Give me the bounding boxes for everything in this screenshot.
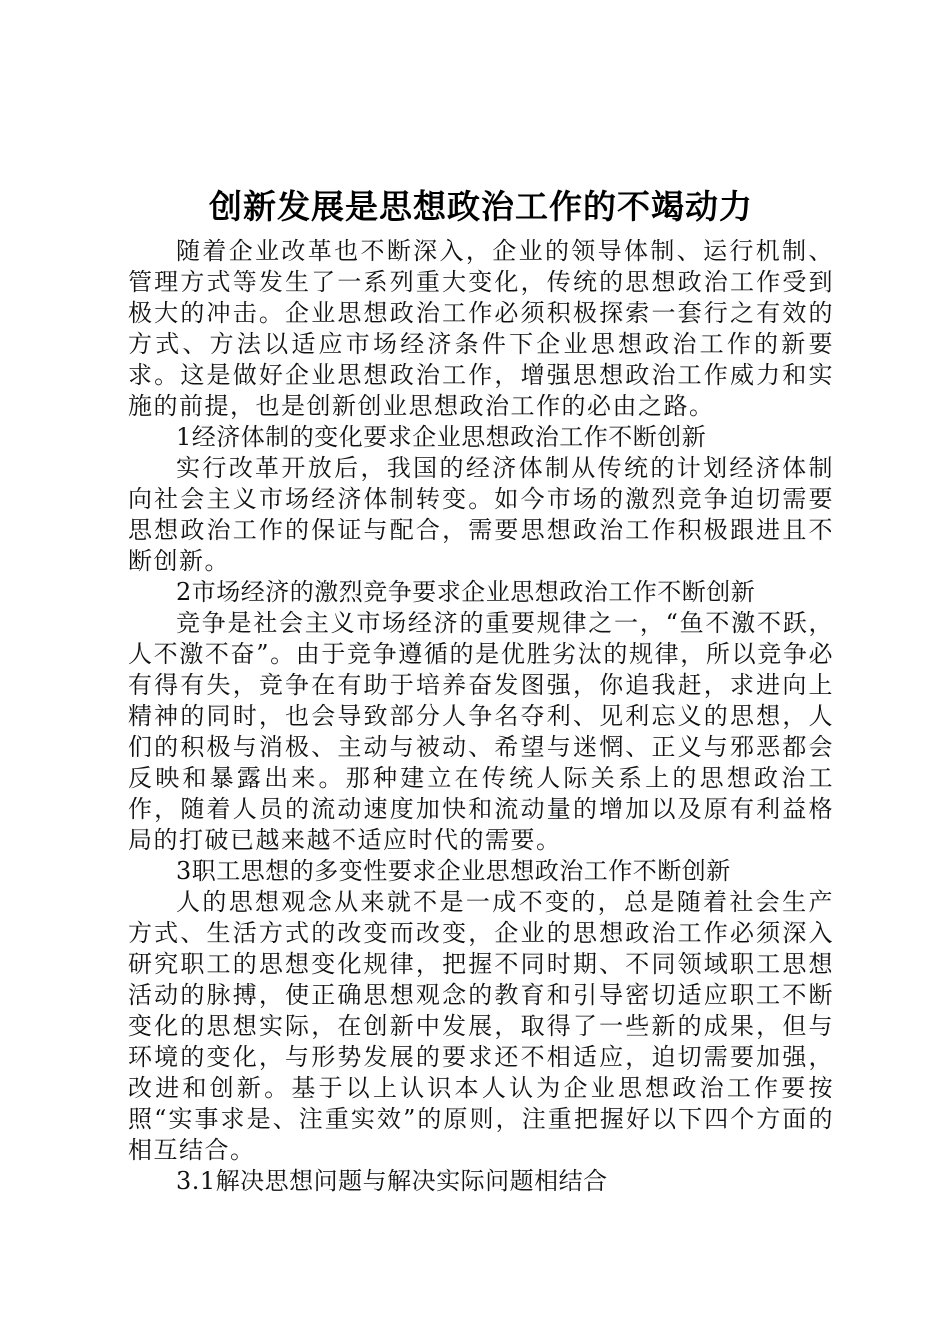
section-heading-1: 1经济体制的变化要求企业思想政治工作不断创新	[176, 423, 707, 451]
paragraph-section-2: 竞争是社会主义市场经济的重要规律之一，“鱼不激不跃，人不激不奋”。由于竞争遵循的是优胜劣汰的规律，所以竞争必有得有失，竞争在有助于培养奋发图强，你追我赶，求进向上精神的同时，也会导致部分人争名夺利、见利忘义的思想，人们的积极与消极、主动与被动、希望与迷惘、正义与邪恶都会反映和暴露出来。那种建立在传统人际关系上的思想政治工作，随着人员的流动速度加快和流动量的增加以及原有利益格局的打破已越来越不适应时代的需要。	[128, 609, 834, 854]
paragraph-section-1: 实行改革开放后，我国的经济体制从传统的计划经济体制向社会主义市场经济体制转变。如今市场的激烈竞争迫切需要思想政治工作的保证与配合，需要思想政治工作积极跟进且不断创新。	[128, 454, 834, 575]
document-page	[128, 182, 834, 1197]
paragraph-intro: 随着企业改革也不断深入，企业的领导体制、运行机制、管理方式等发生了一系列重大变化，传统的思想政治工作受到极大的冲击。企业思想政治工作必须积极探索一套行之有效的方式、方法以适应市场经济条件下企业思想政治工作的新要求。这是做好企业思想政治工作，增强思想政治工作威力和实施的前提，也是创新创业思想政治工作的必由之路。	[128, 237, 834, 420]
document-title: 创新发展是思想政治工作的不竭动力	[209, 187, 753, 226]
subsection-heading-3-1: 3.1解决思想问题与解决实际问题相结合	[176, 1167, 608, 1195]
section-heading-2: 2市场经济的激烈竞争要求企业思想政治工作不断创新	[176, 578, 756, 606]
section-heading-3: 3职工思想的多变性要求企业思想政治工作不断创新	[176, 857, 731, 885]
paragraph-section-3: 人的思想观念从来就不是一成不变的，总是随着社会生产方式、生活方式的改变而改变，企业的思想政治工作必须深入研究职工的思想变化规律，把握不同时期、不同领域职工思想活动的脉搏，使正确思想观念的教育和引导密切适应职工不断变化的思想实际，在创新中发展，取得了一些新的成果，但与环境的变化，与形势发展的要求还不相适应，迫切需要加强，改进和创新。基于以上认识本人认为企业思想政治工作要按照“实事求是、注重实效”的原则，注重把握好以下四个方面的相互结合。	[128, 888, 834, 1164]
